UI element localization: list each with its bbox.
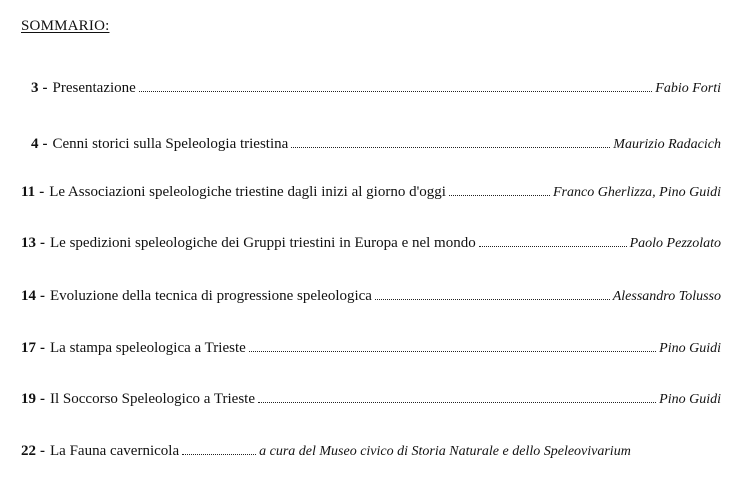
toc-page-number: 11 (21, 184, 36, 200)
toc-entry (21, 182, 721, 202)
toc-dash: - (39, 184, 45, 200)
toc-dash: - (40, 235, 45, 251)
toc-dash: - (40, 340, 45, 356)
toc-entry (21, 233, 721, 253)
toc-title: La stampa speleologica a Trieste (50, 340, 246, 356)
toc-page-number: 22 (21, 443, 36, 459)
toc-title: Il Soccorso Speleologico a Trieste (50, 391, 255, 407)
toc-entry (21, 338, 721, 358)
toc-title: Evoluzione della tecnica di progressione speleologica (50, 288, 372, 304)
toc-author: Pino Guidi (659, 341, 721, 356)
toc-title: Le spedizioni speleologiche dei Gruppi triestini in Europa e nel mondo (50, 235, 476, 251)
toc-page-number: 19 (21, 391, 36, 407)
toc-leader-dots (449, 182, 550, 196)
toc-author: Alessandro Tolusso (612, 289, 721, 304)
toc-page-number: 13 (21, 235, 36, 251)
toc-entry (21, 389, 721, 409)
toc-dash: - (40, 391, 45, 407)
toc-page-number: 14 (21, 288, 36, 304)
toc-entry (21, 441, 721, 461)
toc-author: a cura del Museo civico di Storia Naturale e dello Speleovivarium (259, 444, 631, 459)
toc-page-number: 4 (31, 136, 39, 152)
toc-leader-dots (249, 338, 656, 352)
toc-page-number: 3 (31, 80, 39, 96)
toc-leader-dots (291, 134, 610, 148)
toc-page-number: 17 (21, 340, 36, 356)
toc-dash: - (42, 136, 48, 152)
toc-title: Presentazione (52, 80, 136, 96)
toc-title: Cenni storici sulla Speleologia triestina (52, 136, 289, 152)
toc-entry (21, 286, 721, 306)
toc-leader-dots (139, 78, 652, 92)
toc-heading: SOMMARIO: (21, 18, 110, 34)
toc-author: Paolo Pezzolato (629, 236, 721, 251)
toc-author: Pino Guidi (659, 392, 721, 407)
toc-entry (31, 134, 721, 154)
toc-dash: - (42, 80, 48, 96)
toc-title: La Fauna cavernicola (50, 443, 180, 459)
toc-author: Franco Gherlizza, Pino Guidi (553, 185, 721, 200)
toc-leader-dots (182, 441, 256, 455)
toc-dash: - (40, 443, 45, 459)
toc-leader-dots (479, 233, 627, 247)
toc-author: Maurizio Radacich (613, 137, 721, 152)
toc-dash: - (40, 288, 45, 304)
toc-author: Fabio Forti (655, 81, 721, 96)
toc-leader-dots (258, 389, 656, 403)
toc-leader-dots (375, 286, 610, 300)
toc-entry (31, 78, 721, 98)
toc-title: Le Associazioni speleologiche triestine dagli inizi al giorno d'oggi (49, 184, 446, 200)
